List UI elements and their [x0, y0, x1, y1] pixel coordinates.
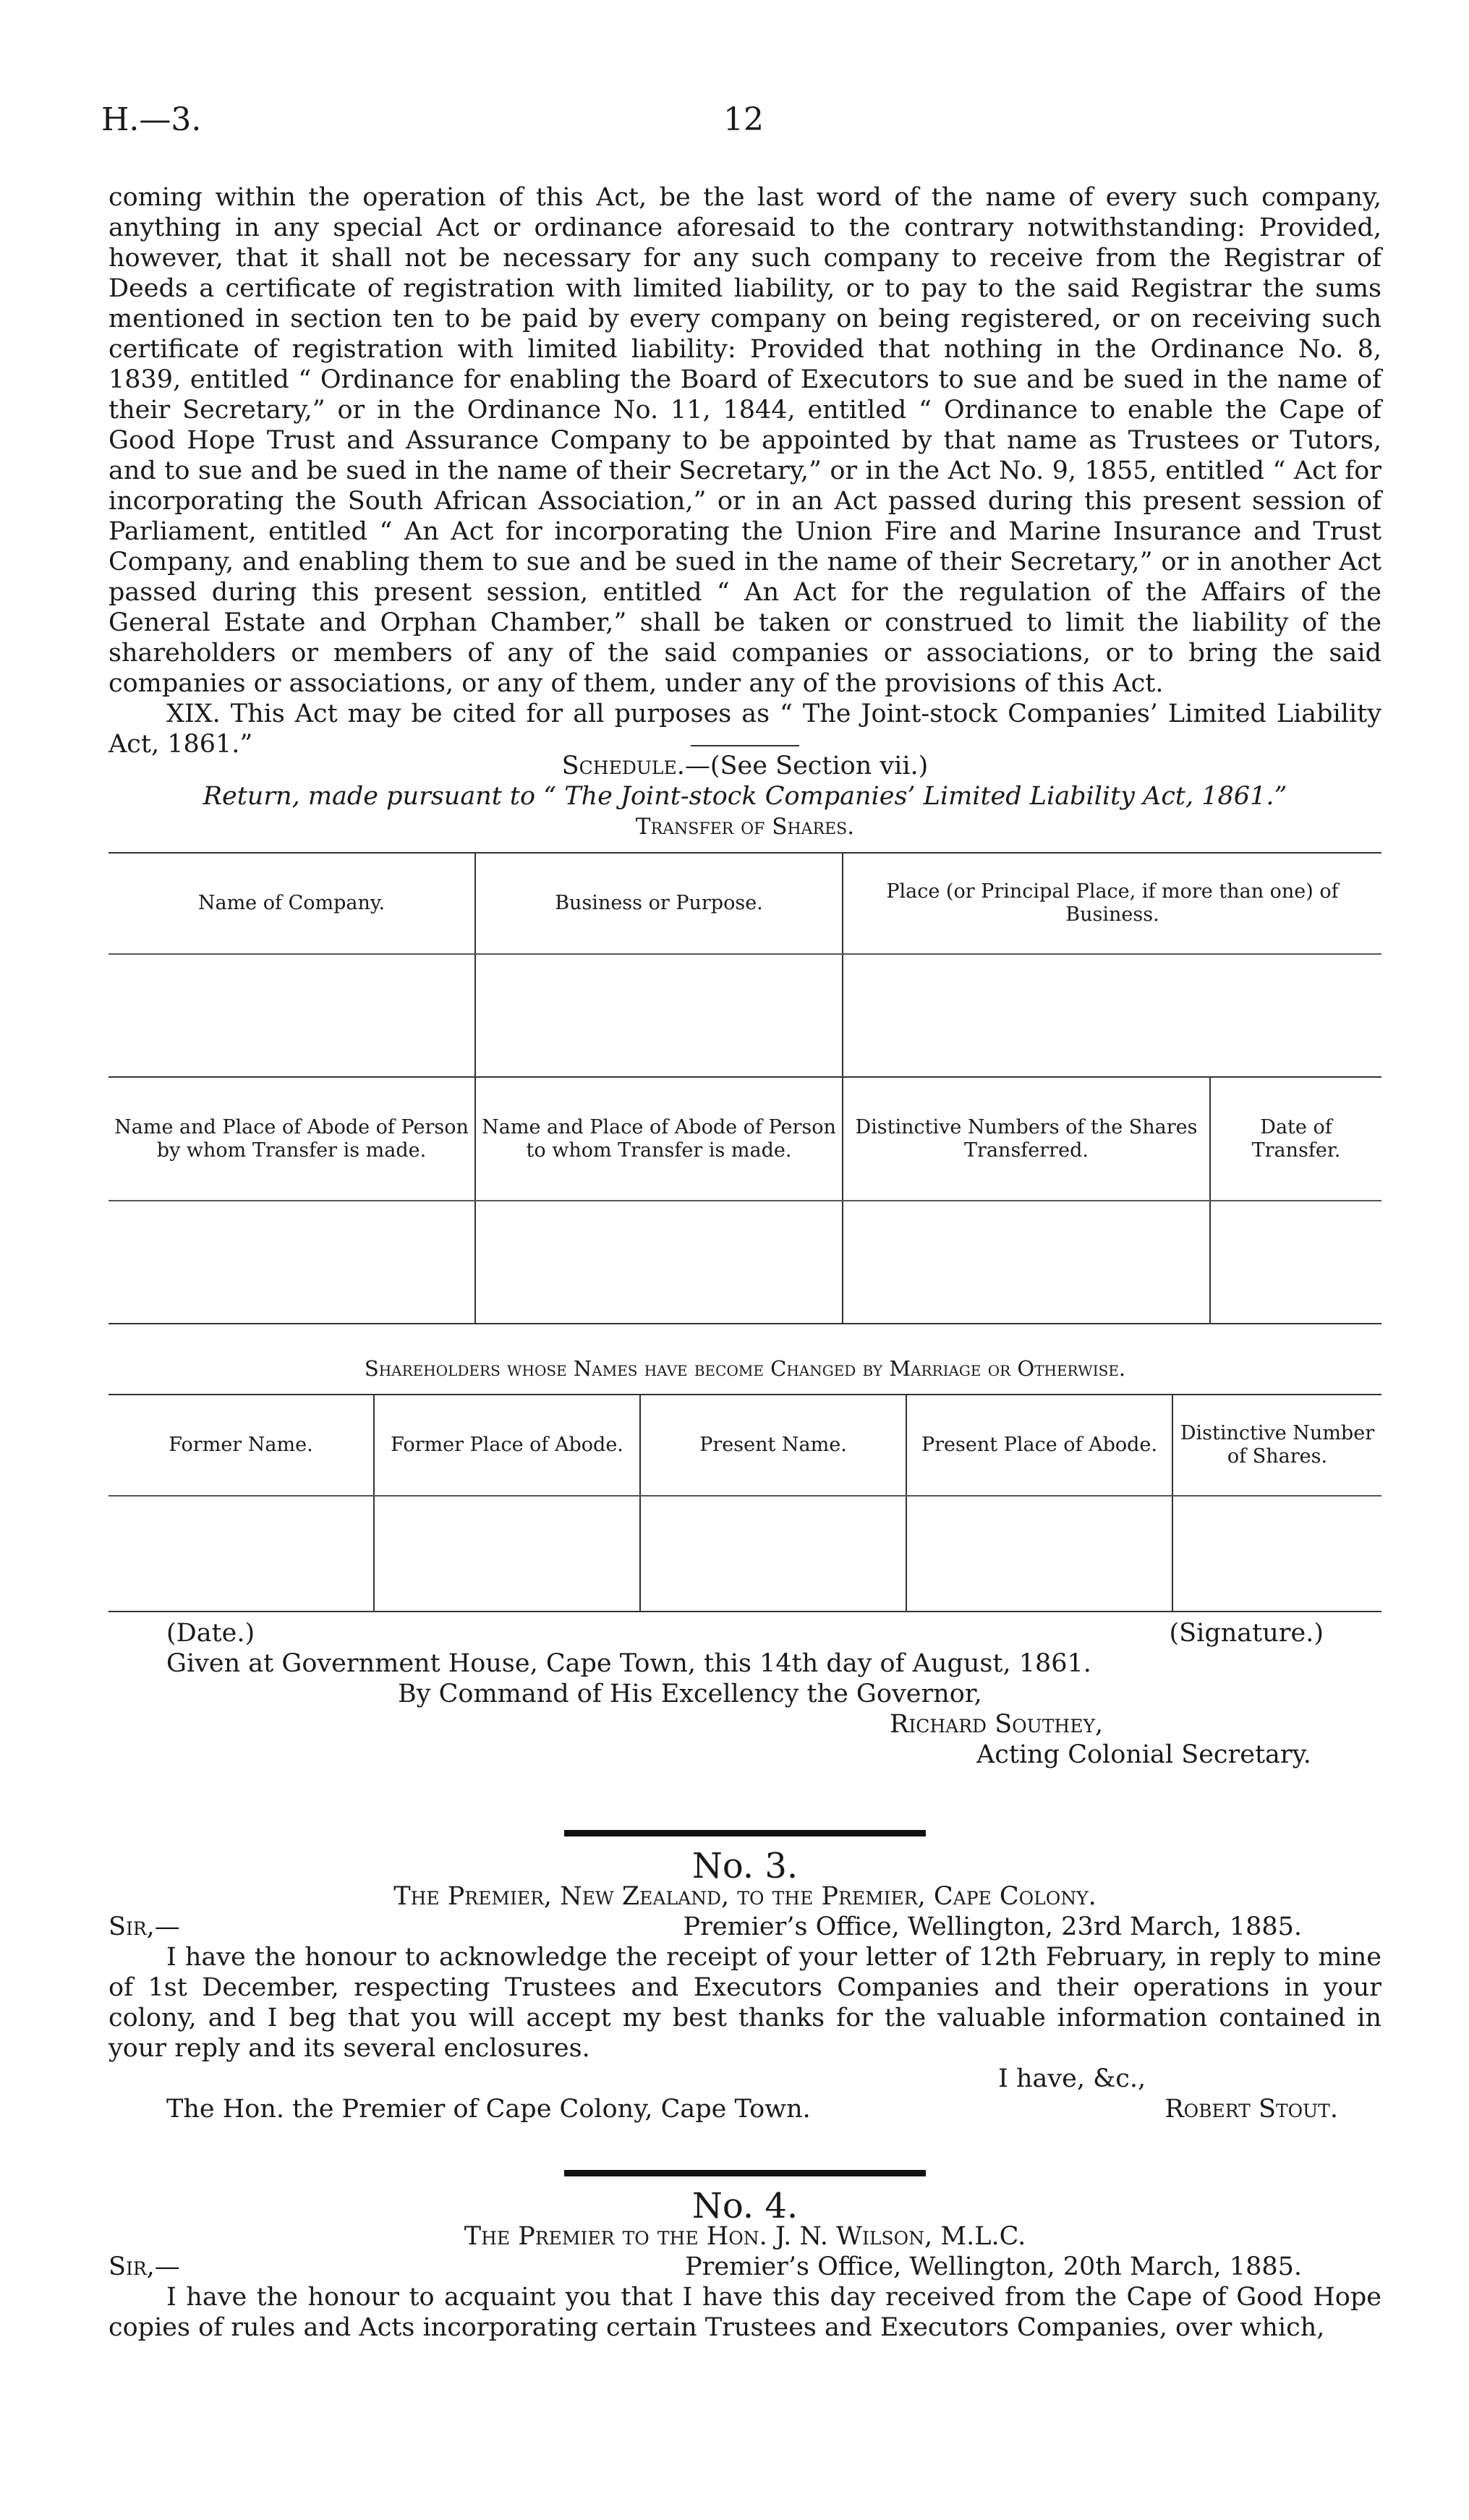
col-business-or-purpose: Business or Purpose. — [475, 853, 843, 954]
col-place-of-business: Place (or Principal Place, if more than one) of Business. — [843, 853, 1381, 954]
signature-label: (Signature.) — [1169, 1619, 1324, 1648]
col-present-abode: Present Place of Abode. — [906, 1395, 1172, 1496]
schedule-return-line: Return, made pursuant to “ The Joint-stock Companies’ Limited Liability Act, 1861.” — [203, 782, 1287, 811]
thick-divider — [564, 2170, 926, 2176]
cell-empty — [843, 954, 1381, 1077]
cell-empty — [475, 1201, 843, 1324]
command-line: By Command of His Excellency the Governor, — [398, 1680, 982, 1708]
date-label: (Date.) — [166, 1619, 255, 1648]
letter-4-from-to: The Premier to the Hon. J. N. Wilson, M.L.C. — [464, 2222, 1026, 2251]
cell-empty — [843, 1201, 1210, 1324]
letter-3-footer-row — [108, 2094, 1381, 2124]
col-former-abode: Former Place of Abode. — [374, 1395, 640, 1496]
letter-3-addressee: The Hon. the Premier of Cape Colony, Cape Town. — [166, 2095, 811, 2124]
cell-empty — [475, 954, 843, 1077]
page-header — [101, 101, 1389, 152]
cell-empty — [906, 1496, 1172, 1612]
signatory-title: Acting Colonial Secretary. — [976, 1740, 1311, 1769]
given-line: Given at Government House, Cape Town, this 14th day of August, 1861. — [166, 1649, 1091, 1678]
cell-empty — [1210, 1201, 1381, 1324]
col-present-name: Present Name. — [640, 1395, 906, 1496]
letter-3-closing: I have, &c., — [998, 2064, 1146, 2093]
cell-empty — [1172, 1496, 1381, 1612]
letter-4-address-date: Premier’s Office, Wellington, 20th March, 1885. — [685, 2252, 1302, 2281]
cell-empty — [108, 1496, 374, 1612]
transfer-table-persons — [108, 1078, 1381, 1324]
letter-4-body: I have the honour to acquaint you that I have this day received from the Cape of Good Hope copies of rules and Acts incorporating certain Trustees and Executors Companies, over which, — [108, 2283, 1381, 2342]
signatory-name: Richard Southey, — [890, 1710, 1104, 1739]
letter-3-number: No. 3. — [691, 1846, 799, 1886]
cell-empty — [108, 954, 475, 1077]
section-continuation-paragraph: coming within the operation of this Act, be the last word of the name of every such company, anything in any special Act or ordinance aforesaid to the contrary notwithstanding: Provided, however, that it shall not be necessary for any such company to receive from the Registrar of Deeds a certificate of registration with limited liability, or to pay to the said Registrar the sums mentioned in section ten to be paid by every company on being registered, or on receiving such certificate of registration with limited liability: Provided that nothing in the Ordinance No. 8, 1839, entitled “ Ordinance for enabling the Board of Executors to sue and be sued in the name of their Secretary,” or in the Ordinance No. 11, 1844, entitled “ Ordinance to enable the Cape of Good Hope Trust and Assurance Company to be appointed by that name as Trustees or Tutors, and to sue and be sued in the name of their Secretary,” or in the Act No. 9, 1855, entitled “ Act for incorporating the South African Association,” or in an Act passed during this present session of Parliament, entitled “ An Act for incorporating the Union Fire and Marine Insurance and Trust Company, and enabling them to sue and be sued in the name of their Secretary,” or in another Act passed during this present session, entitled “ An Act for the regulation of the Affairs of the General Estate and Orphan Chamber,” shall be taken or construed to limit the liability of the shareholders or members of any of the said companies or associations, or to bring the said companies or associations, or any of them, under any of the provisions of this Act. — [108, 183, 1381, 698]
letter-3-signature: Robert Stout. — [1164, 2095, 1338, 2124]
cell-empty — [374, 1496, 640, 1612]
schedule-title: Schedule.—(See Section vii.) — [561, 752, 929, 780]
col-date-of-transfer: Date of Transfer. — [1210, 1078, 1381, 1201]
col-name-of-company: Name of Company. — [108, 853, 475, 954]
letter-3-salutation-row — [108, 1912, 1381, 1942]
transfer-of-shares-heading: Transfer of Shares. — [635, 814, 855, 840]
cell-empty — [108, 1201, 475, 1324]
col-person-to-whom: Name and Place of Abode of Person to whom Transfer is made. — [475, 1078, 843, 1201]
changed-names-heading: Shareholders whose Names have become Changed by Marriage or Otherwise. — [364, 1356, 1126, 1381]
section-xix-paragraph: XIX. This Act may be cited for all purposes as “ The Joint-stock Companies’ Limited Liability Act, 1861.” — [108, 699, 1381, 759]
act-text — [108, 182, 1381, 759]
letter-3-address-date: Premier’s Office, Wellington, 23rd March, 1885. — [683, 1912, 1302, 1941]
col-former-name: Former Name. — [108, 1395, 374, 1496]
letter-no-3 — [108, 1830, 1381, 2124]
letter-3-salutation: Sir,— — [108, 1912, 180, 1941]
paper-reference: H.—3. — [101, 101, 202, 138]
schedule — [108, 745, 1381, 1770]
date-signature-row — [108, 1618, 1381, 1648]
letter-4-salutation-row — [108, 2252, 1381, 2282]
cell-empty — [640, 1496, 906, 1612]
col-distinctive-numbers: Distinctive Numbers of the Shares Transferred. — [843, 1078, 1210, 1201]
letter-4-salutation: Sir,— — [108, 2252, 180, 2281]
letter-4-number: No. 4. — [691, 2186, 799, 2226]
thick-divider — [564, 1830, 926, 1836]
col-person-by-whom: Name and Place of Abode of Person by whom Transfer is made. — [108, 1078, 475, 1201]
changed-names-table — [108, 1394, 1381, 1612]
letter-3-body: I have the honour to acknowledge the receipt of your letter of 12th February, in reply to mine of 1st December, respecting Trustees and Executors Companies and their operations in your colony, and I beg that you will accept my best thanks for the valuable information contained in your reply and its several enclosures. — [108, 1943, 1381, 2063]
transfer-table-company — [108, 852, 1381, 1078]
page-number: 12 — [723, 101, 764, 138]
col-distinctive-number: Distinctive Number of Shares. — [1172, 1395, 1381, 1496]
letter-3-from-to: The Premier, New Zealand, to the Premier, Cape Colony. — [393, 1882, 1097, 1911]
short-divider — [691, 745, 799, 746]
letter-no-4 — [108, 2170, 1381, 2343]
